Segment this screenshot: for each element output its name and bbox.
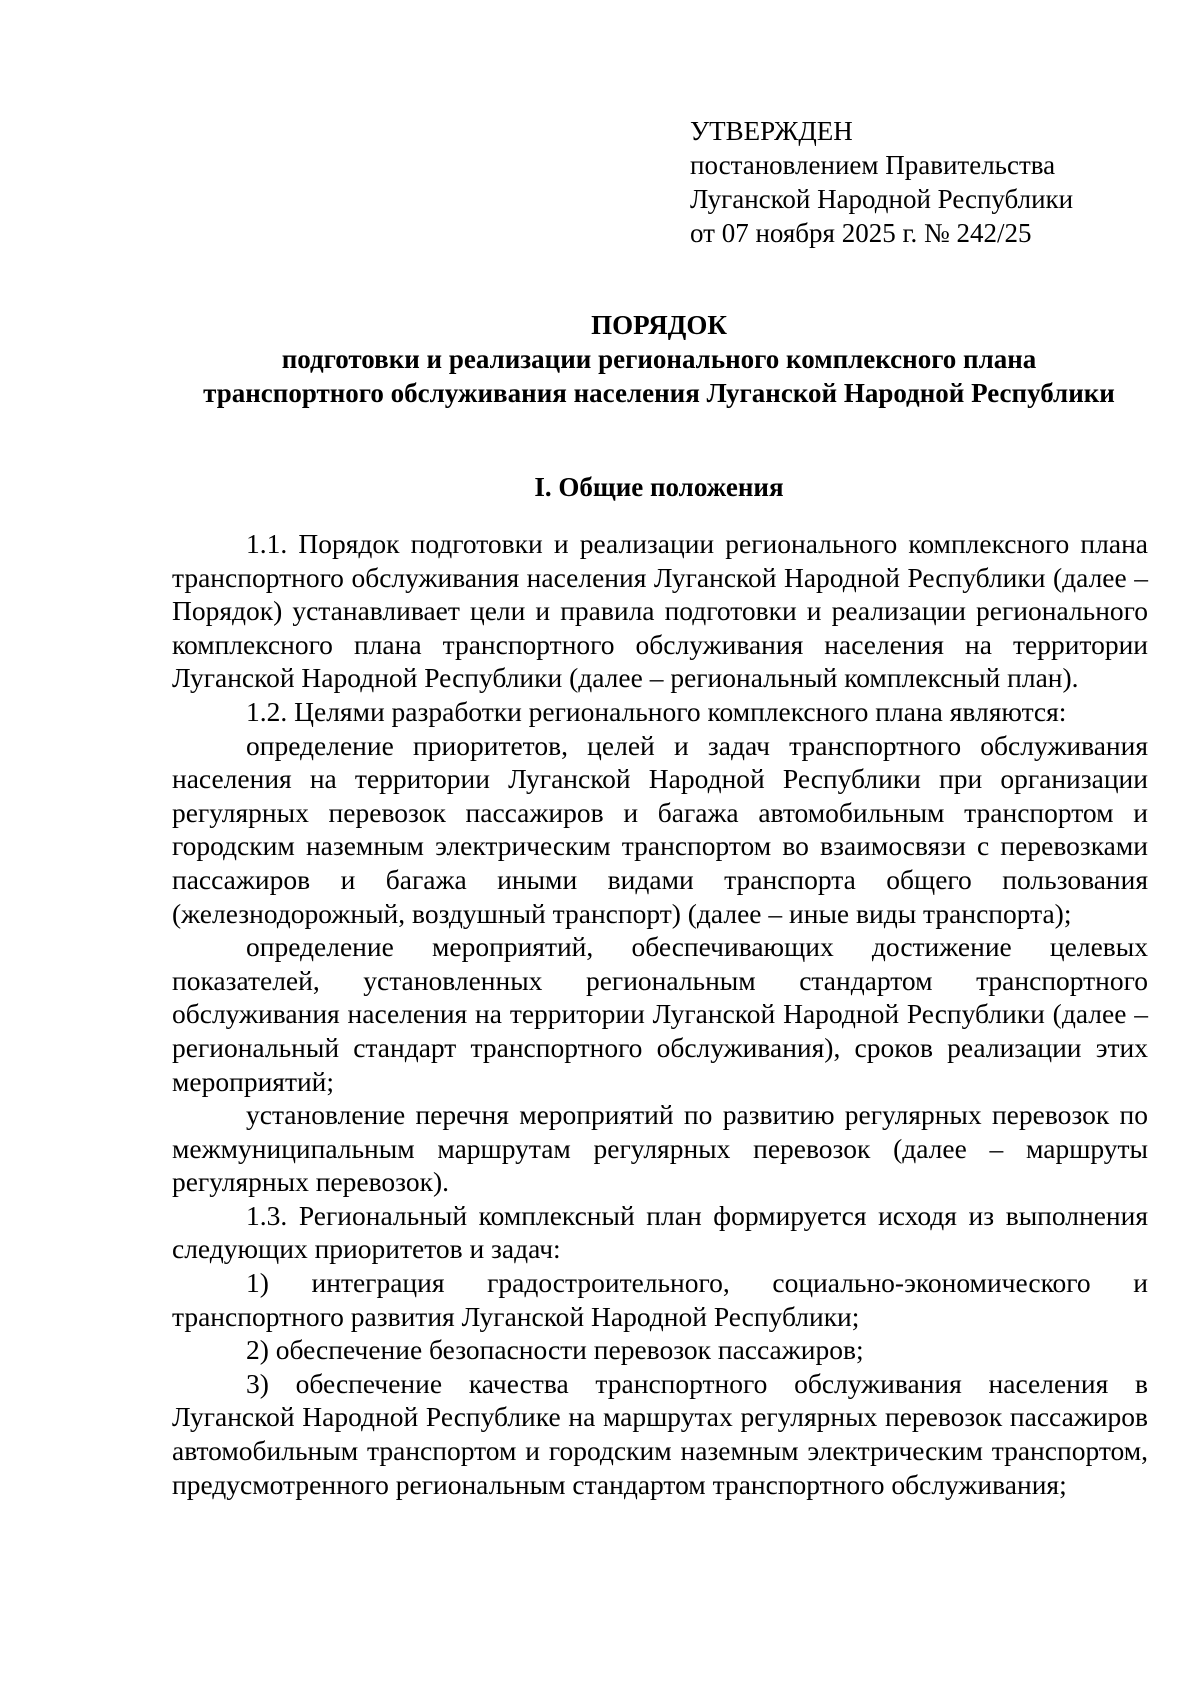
approval-authority: Луганской Народной Республики xyxy=(690,184,1074,214)
document-subtitle-line-2: транспортного обслуживания населения Луганской Народной Республики xyxy=(203,378,1115,408)
goal-item-list: установление перечня мероприятий по развитию регулярных перевозок по межмуниципальным маршрутам регулярных перевозок (далее – маршруты регулярных перевозок). xyxy=(172,1099,1148,1198)
approval-date-number: от 07 ноября 2025 г. № 242/25 xyxy=(690,218,1032,248)
document-body xyxy=(172,527,1148,1501)
approval-stamp xyxy=(690,114,1073,250)
document-title xyxy=(170,308,1148,410)
task-item-3: 3) обеспечение качества транспортного обслуживания населения в Луганской Народной Республике на маршрутах регулярных перевозок пассажиров автомобильным транспортом и городским наземным электрическим транспортом, предусмотренного региональным стандартом транспортного обслуживания; xyxy=(172,1367,1148,1500)
goal-item-priorities: определение приоритетов, целей и задач транспортного обслуживания населения на территории Луганской Народной Республики при организации регулярных перевозок пассажиров и багажа автомобильным транспортом и городским наземным электрическим транспортом во взаимосвязи с перевозками пассажиров и багажа иными видами транспорта общего пользования (железнодорожный, воздушный транспорт) (далее – иные виды транспорта); xyxy=(172,729,1148,929)
approval-issuer: постановлением Правительства xyxy=(690,150,1056,180)
document-subtitle-line-1: подготовки и реализации регионального комплексного плана xyxy=(281,344,1037,374)
approval-status: УТВЕРЖДЕН xyxy=(690,116,853,146)
document-title-main: ПОРЯДОК xyxy=(591,310,727,340)
paragraph-1-1: 1.1. Порядок подготовки и реализации регионального комплексного плана транспортного обслуживания населения Луганской Народной Республики (далее – Порядок) устанавливает цели и правила подготовки и реализации регионального комплексного плана транспортного обслуживания населения на территории Луганской Народной Республики (далее – региональный комплексный план). xyxy=(172,528,1148,694)
task-item-2: 2) обеспечение безопасности перевозок пассажиров; xyxy=(246,1334,864,1366)
task-item-1: 1) интеграция градостроительного, социально-экономического и транспортного развития Луганской Народной Республики; xyxy=(172,1267,1148,1332)
paragraph-1-2: 1.2. Целями разработки регионального комплексного плана являются: xyxy=(246,695,1067,727)
paragraph-1-3: 1.3. Региональный комплексный план формируется исходя из выполнения следующих приоритетов и задач: xyxy=(172,1199,1148,1265)
section-heading: I. Общие положения xyxy=(534,472,784,502)
goal-item-measures: определение мероприятий, обеспечивающих достижение целевых показателей, установленных региональным стандартом транспортного обслуживания населения на территории Луганской Народной Республики (далее – региональный стандарт транспортного обслуживания), сроков реализации этих мероприятий; xyxy=(172,931,1148,1097)
